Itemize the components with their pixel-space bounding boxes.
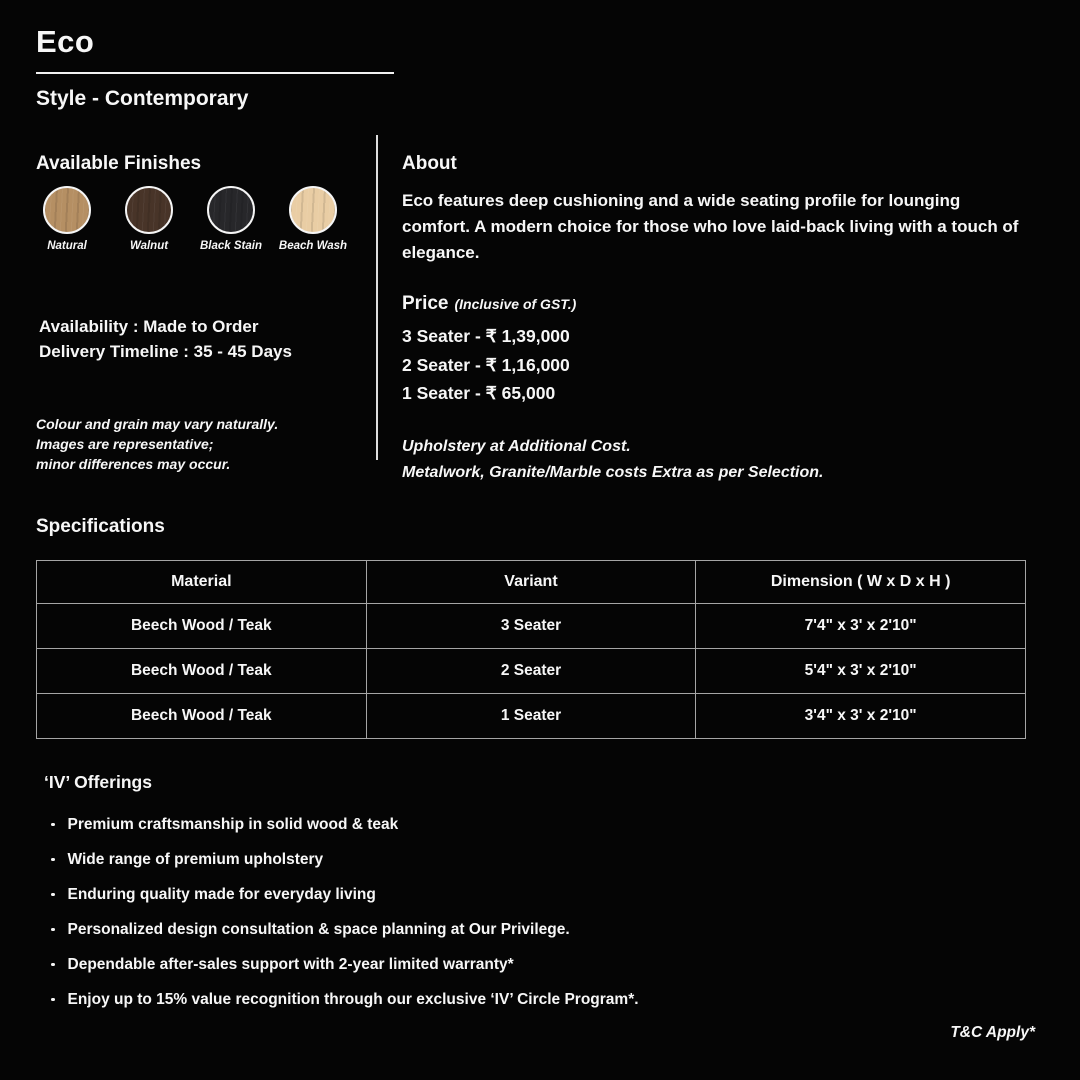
- finish-swatch-beach-wash: [272, 186, 354, 252]
- table-cell-material: Beech Wood / Teak: [37, 648, 367, 693]
- offerings-list: [44, 815, 1035, 1010]
- bullet-icon: [51, 963, 55, 967]
- finish-swatch-natural: [26, 186, 108, 252]
- price-gst-note: (Inclusive of GST.): [454, 296, 577, 312]
- price-extra-notes: [402, 434, 1035, 486]
- extra-note-line: Metalwork, Granite/Marble costs Extra as per Selection.: [402, 463, 824, 481]
- finish-color-circle: [289, 186, 337, 234]
- disclaimer-line: Colour and grain may vary naturally.: [36, 416, 279, 432]
- offering-item: [44, 885, 1035, 905]
- specifications-heading: Specifications: [36, 515, 165, 537]
- finishes-heading: Available Finishes: [36, 153, 202, 174]
- offering-text: Personalized design consultation & space planning at Our Privilege.: [67, 920, 570, 938]
- bullet-icon: [51, 823, 55, 827]
- about-section: [378, 135, 1035, 486]
- bullet-icon: [51, 893, 55, 897]
- table-cell-material: Beech Wood / Teak: [37, 693, 367, 738]
- table-cell-dimension: 5'4" x 3' x 2'10": [696, 648, 1026, 693]
- specifications-section: [36, 516, 1035, 739]
- product-title: Eco: [36, 24, 95, 59]
- finish-label: Natural: [47, 240, 87, 252]
- finishes-section: [36, 135, 376, 486]
- offering-text: Enjoy up to 15% value recognition through our exclusive ‘IV’ Circle Program*.: [67, 990, 639, 1008]
- table-cell-variant: 1 Seater: [366, 693, 696, 738]
- finish-label: Beach Wash: [278, 240, 348, 252]
- finish-label: Walnut: [129, 240, 169, 252]
- offering-item: [44, 920, 1035, 940]
- table-cell-variant: 2 Seater: [366, 648, 696, 693]
- offering-item: [44, 990, 1035, 1010]
- finish-swatch-walnut: [108, 186, 190, 252]
- offering-item: [44, 815, 1035, 835]
- offering-item: [44, 850, 1035, 870]
- extra-note-line: Upholstery at Additional Cost.: [402, 437, 631, 455]
- about-heading: About: [402, 153, 457, 174]
- table-row: [37, 648, 1026, 693]
- swatch-list: [26, 186, 376, 252]
- price-line-3-seater: 3 Seater - ₹ 1,39,000: [402, 326, 570, 346]
- title-underline: [36, 72, 394, 74]
- offering-text: Wide range of premium upholstery: [67, 850, 324, 868]
- specifications-table: [36, 560, 1026, 739]
- table-row: [37, 693, 1026, 738]
- offering-text: Dependable after-sales support with 2-year limited warranty*: [67, 955, 514, 973]
- bullet-icon: [51, 998, 55, 1002]
- finish-color-circle: [207, 186, 255, 234]
- tc-note: T&C Apply*: [950, 1024, 1035, 1041]
- delivery-line: Delivery Timeline : 35 - 45 Days: [39, 342, 292, 361]
- header: [36, 25, 1035, 111]
- column-header-material: Material: [37, 560, 367, 603]
- info-columns: [36, 135, 1035, 486]
- finish-color-circle: [43, 186, 91, 234]
- price-line-2-seater: 2 Seater - ₹ 1,16,000: [402, 354, 570, 375]
- offering-item: [44, 955, 1035, 975]
- offering-text: Premium craftsmanship in solid wood & teak: [67, 815, 399, 833]
- offerings-heading: ‘IV’ Offerings: [44, 771, 152, 792]
- offering-text: Enduring quality made for everyday living: [67, 885, 376, 903]
- availability-line: Availability : Made to Order: [39, 317, 259, 336]
- disclaimer-line: minor differences may occur.: [36, 456, 231, 472]
- column-header-variant: Variant: [366, 560, 696, 603]
- table-cell-variant: 3 Seater: [366, 603, 696, 648]
- price-list: [402, 322, 1035, 408]
- availability-block: [36, 314, 376, 364]
- table-cell-material: Beech Wood / Teak: [37, 603, 367, 648]
- bullet-icon: [51, 928, 55, 932]
- finish-label: Black Stain: [200, 240, 262, 252]
- about-description: Eco features deep cushioning and a wide seating profile for lounging comfort. A modern choice for those who love laid-back living with a touch of elegance.: [402, 191, 1019, 262]
- footer: [950, 1024, 1035, 1042]
- table-row: [37, 603, 1026, 648]
- price-heading: [402, 292, 1035, 316]
- finishes-disclaimer: [36, 414, 376, 474]
- offerings-section: [36, 771, 1035, 1010]
- price-line-1-seater: 1 Seater - ₹ 65,000: [402, 383, 556, 403]
- style-subtitle: Style - Contemporary: [36, 87, 249, 110]
- table-cell-dimension: 7'4" x 3' x 2'10": [696, 603, 1026, 648]
- table-cell-dimension: 3'4" x 3' x 2'10": [696, 693, 1026, 738]
- disclaimer-line: Images are representative;: [36, 436, 214, 452]
- bullet-icon: [51, 858, 55, 862]
- finish-color-circle: [125, 186, 173, 234]
- column-header-dimension: Dimension ( W x D x H ): [696, 560, 1026, 603]
- price-label: Price: [402, 293, 449, 314]
- finish-swatch-black-stain: [190, 186, 272, 252]
- table-header-row: [37, 560, 1026, 603]
